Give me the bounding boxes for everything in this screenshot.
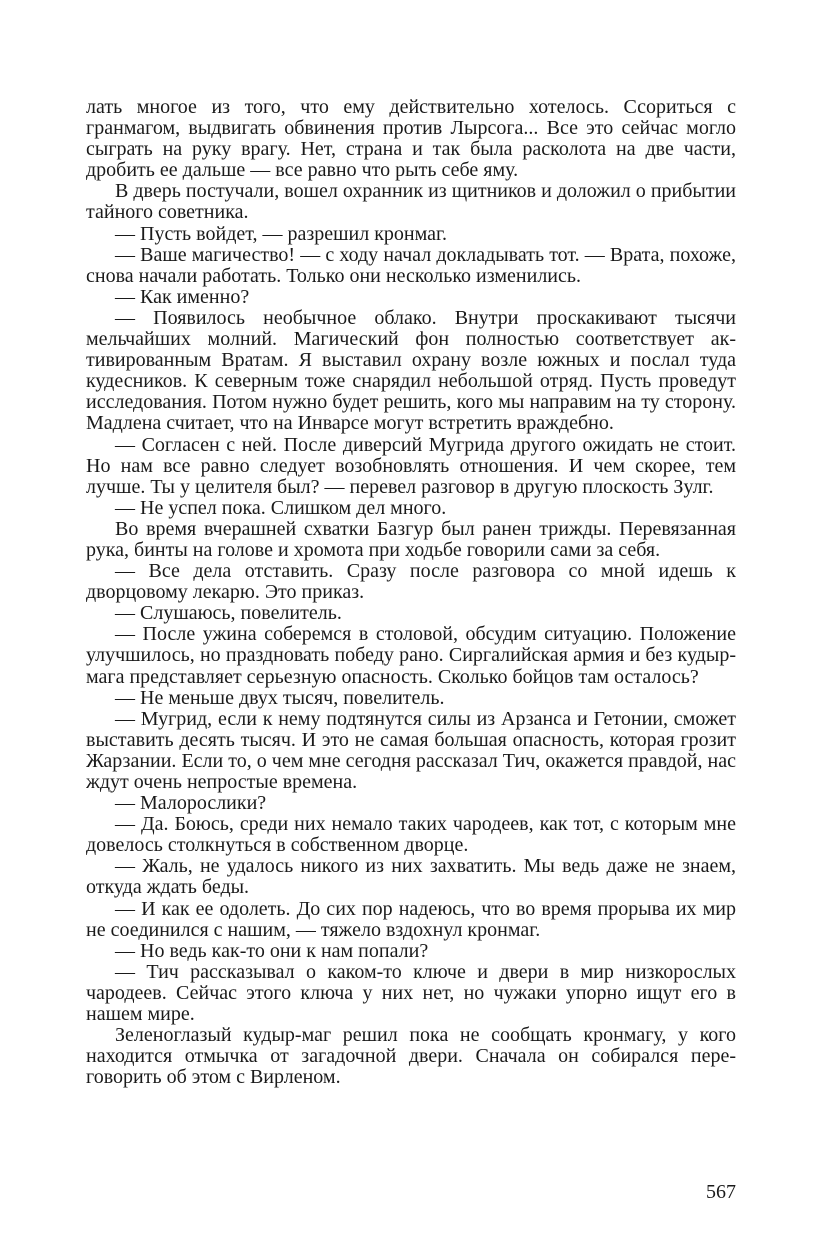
paragraph: — Жаль, не удалось никого из них захватить. Мы ведь даже не знаем, откуда ждать беды.	[86, 855, 736, 899]
paragraph: Зеленоглазый кудыр-маг решил пока не сообщать кронмагу, у кого находится отмычка от загадочной двери. Сначала он собирался переговорить об этом с Вирленом.	[86, 1024, 736, 1089]
paragraph: — Не успел пока. Слишком дел много.	[115, 496, 447, 519]
text-block	[86, 97, 736, 1088]
page-number: 567	[706, 1181, 736, 1203]
paragraph: — Слушаюсь, повелитель.	[115, 602, 342, 625]
paragraph: Во время вчерашней схватки Базгур был ранен трижды. Перевязанная рука, бинты на голове и хромота при ходьбе говорили сами за себя.	[86, 517, 736, 561]
paragraph: — Малорослики?	[115, 792, 267, 815]
paragraph: — Как именно?	[115, 285, 250, 308]
paragraph: — Но ведь как-то они к нам попали?	[115, 939, 429, 962]
paragraph: — После ужина соберемся в столовой, обсудим ситуацию. Положение улучшилось, но праздновать победу рано. Сиргалийская армия и без кудыр-мага представляет серьезную опасность. Сколько бойцов там осталось?	[86, 623, 736, 688]
paragraph: — Пусть войдет, — разрешил кронмаг.	[115, 222, 447, 245]
paragraph: В дверь постучали, вошел охранник из щитников и доложил о прибытии тайного советника.	[86, 180, 736, 224]
paragraph: — Тич рассказывал о каком-то ключе и двери в мир низкорослых чародеев. Сейчас этого ключа у них нет, но чужаки упорно ищут его в нашем мире.	[86, 960, 736, 1026]
paragraph: — Появилось необычное облако. Внутри проскакивают тысячи мельчайших молний. Магический фон полностью соответствует активированным Вратам. Я выставил охрану возле южных и послал туда кудесников. К северным тоже снарядил небольшой отряд. Пусть проведут исследования. Потом нужно будет решить, кого мы направим на ту сторону. Мадлена считает, что на Инварсе могут встретить враждебно.	[86, 306, 736, 435]
paragraph: — Не меньше двух тысяч, повелитель.	[115, 686, 445, 709]
paragraph: — Мугрид, если к нему подтянутся силы из Арзанса и Гетонии, сможет выставить десять тысяч. И это не самая большая опасность, которая грозит Жарзании. Если то, о чем мне сегодня рассказал Тич, окажется правдой, нас ждут очень непростые времена.	[86, 707, 736, 793]
page-body	[86, 97, 736, 1227]
paragraph: — Все дела отставить. Сразу после разговора со мной идешь к дворцовому лекарю. Это приказ.	[86, 560, 736, 604]
paragraph: — Да. Боюсь, среди них немало таких чародеев, как тот, с которым мне довелось столкнуться в собственном дворце.	[86, 813, 736, 857]
paragraph: — Ваше магичество! — с ходу начал докладывать тот. — Врата, похоже, снова начали работать. Только они несколько изменились.	[86, 243, 736, 287]
paragraph: — Согласен с ней. После диверсий Мугрида другого ожидать не стоит. Но нам все равно следует возобновлять отношения. И чем скорее, тем лучше. Ты у целителя был? — перевел разговор в другую плоскость Зулг.	[86, 433, 736, 498]
paragraph: — И как ее одолеть. До сих пор надеюсь, что во время прорыва их мир не соединился с нашим, — тяжело вздохнул кронмаг.	[86, 897, 736, 941]
paragraph: лать многое из того, что ему действительно хотелось. Ссориться с гранмагом, выдвигать обвинения против Лырсога... Все это сейчас могло сыграть на руку врагу. Нет, страна и так была расколота на две части, дробить ее дальше — все равно что рыть себе яму.	[86, 97, 736, 182]
